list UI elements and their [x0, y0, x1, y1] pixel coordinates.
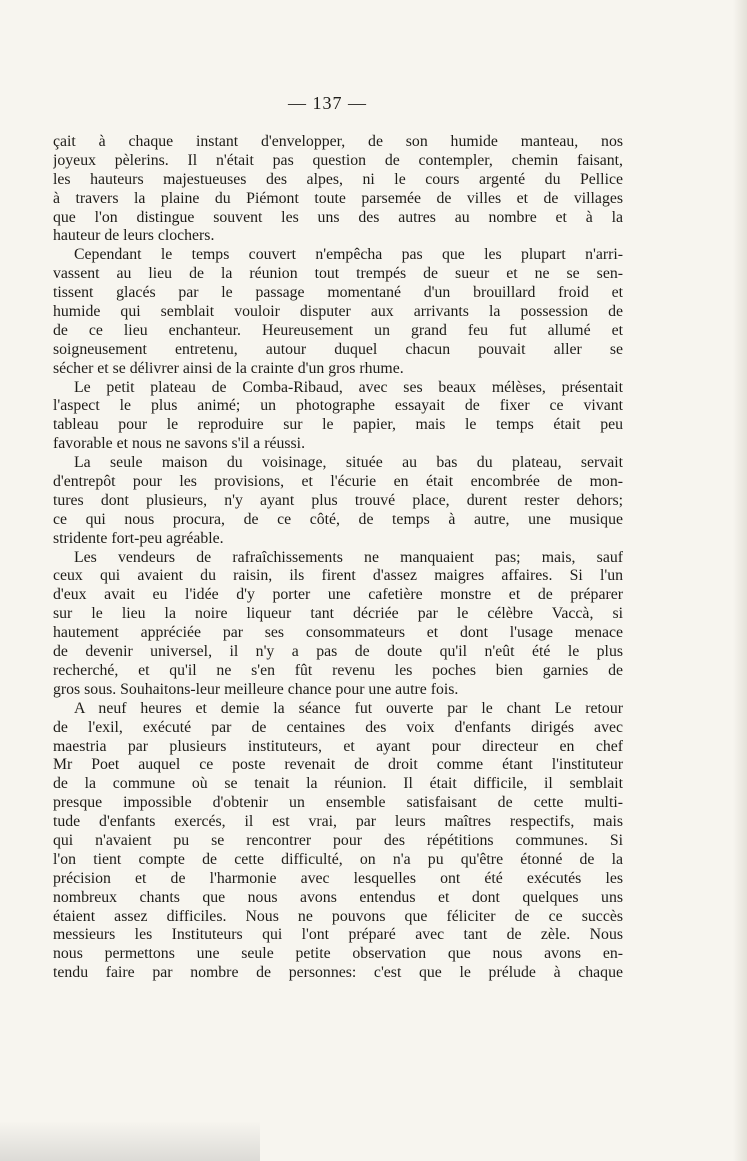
text-line: humide qui semblait vouloir disputer aux arrivants la possession de — [53, 303, 623, 321]
text-line: favorable et nous ne savons s'il a réussi. — [53, 435, 306, 453]
text-line: qui n'avaient pu se rencontrer pour des répétitions communes. Si — [53, 831, 623, 849]
text-line: messieurs les Instituteurs qui l'ont préparé avec tant de zèle. Nous — [53, 926, 623, 944]
body-text — [53, 133, 623, 983]
text-line: presque impossible d'obtenir un ensemble satisfaisant de cette multi- — [53, 794, 623, 812]
text-line: nous permettons une seule petite observation que nous avons en- — [53, 945, 623, 963]
text-line: ceux qui avaient du raisin, ils firent d'assez maigres affaires. Si l'un — [53, 567, 623, 585]
text-line: stridente fort-peu agréable. — [53, 529, 224, 547]
text-line: gros sous. Souhaitons-leur meilleure chance pour une autre fois. — [53, 680, 459, 698]
text-line: l'on tient compte de cette difficulté, on n'a pu qu'être étonné de la — [53, 850, 623, 868]
text-line: çait à chaque instant d'envelopper, de son humide manteau, nos — [53, 133, 623, 150]
text-line: hauteur de leurs clochers. — [53, 227, 215, 245]
text-line: tures dont plusieurs, n'y ayant plus trouvé place, durent rester dehors; — [53, 491, 623, 509]
text-line: étaient assez difficiles. Nous ne pouvons que féliciter de ce succès — [53, 907, 623, 925]
text-line: d'eux avait eu l'idée d'y porter une cafetière monstre et de préparer — [53, 586, 623, 604]
scan-artifact — [0, 1121, 260, 1161]
text-line: tissent glacés par le passage momentané d'un brouillard froid et — [53, 284, 623, 302]
text-line: sur le lieu la noire liqueur tant décriée par le célèbre Vaccà, si — [53, 605, 623, 623]
text-line: A neuf heures et demie la séance fut ouverte par le chant Le retour — [74, 699, 623, 717]
text-line: tude d'enfants exercés, il est vrai, par leurs maîtres respectifs, mais — [53, 813, 623, 831]
text-line: La seule maison du voisinage, située au bas du plateau, servait — [74, 454, 623, 472]
text-line: vassent au lieu de la réunion tout trempés de sueur et ne se sen- — [53, 265, 623, 283]
text-line: d'entrepôt pour les provisions, et l'écurie en était encombrée de mon- — [53, 473, 623, 491]
text-line: tendu faire par nombre de personnes: c'est que le prélude à chaque — [53, 964, 623, 982]
text-line: de devenir universel, il n'y a pas de doute qu'il n'eût été le plus — [53, 643, 623, 661]
text-line: soigneusement entretenu, autour duquel chacun pouvait aller se — [53, 340, 623, 358]
page-number: — 137 — — [288, 93, 367, 113]
text-line: que l'on distingue souvent les uns des autres au nombre et à la — [53, 208, 623, 226]
page-fold-shadow — [733, 0, 747, 1161]
text-line: sécher et se délivrer ainsi de la crainte d'un gros rhume. — [53, 359, 404, 377]
text-line: Les vendeurs de rafraîchissements ne manquaient pas; mais, sauf — [74, 548, 623, 566]
text-line: maestria par plusieurs instituteurs, et ayant pour directeur en chef — [53, 737, 623, 755]
text-line: les hauteurs majestueuses des alpes, ni le cours argenté du Pellice — [53, 170, 623, 188]
text-line: l'aspect le plus animé; un photographe essayait de fixer ce vivant — [53, 397, 623, 415]
text-line: à travers la plaine du Piémont toute parsemée de villes et de villages — [53, 189, 623, 207]
text-line: joyeux pèlerins. Il n'était pas question de contempler, chemin faisant, — [53, 151, 623, 169]
text-line: Mr Poet auquel ce poste revenait de droit comme étant l'instituteur — [53, 756, 623, 774]
text-line: tableau pour le reproduire sur le papier, mais le temps était peu — [53, 416, 623, 434]
text-line: Cependant le temps couvert n'empêcha pas que les plupart n'arri- — [74, 246, 623, 264]
text-line: de l'exil, exécuté par de centaines des voix d'enfants dirigés avec — [53, 718, 623, 736]
text-line: Le petit plateau de Comba-Ribaud, avec ses beaux mélèses, présentait — [74, 378, 623, 396]
text-line: nombreux chants que nous avons entendus et dont quelques uns — [53, 888, 623, 906]
text-line: de ce lieu enchanteur. Heureusement un grand feu fut allumé et — [53, 321, 623, 339]
text-line: de la commune où se tenait la réunion. Il était difficile, il semblait — [53, 775, 623, 793]
text-line: précision et de l'harmonie avec lesquelles ont été exécutés les — [53, 869, 623, 887]
text-line: recherché, et qu'il ne s'en fût revenu les poches bien garnies de — [53, 661, 623, 679]
text-line: ce qui nous procura, de ce côté, de temps à autre, une musique — [53, 510, 623, 528]
text-line: hautement appréciée par ses consommateurs et dont l'usage menace — [53, 624, 623, 642]
